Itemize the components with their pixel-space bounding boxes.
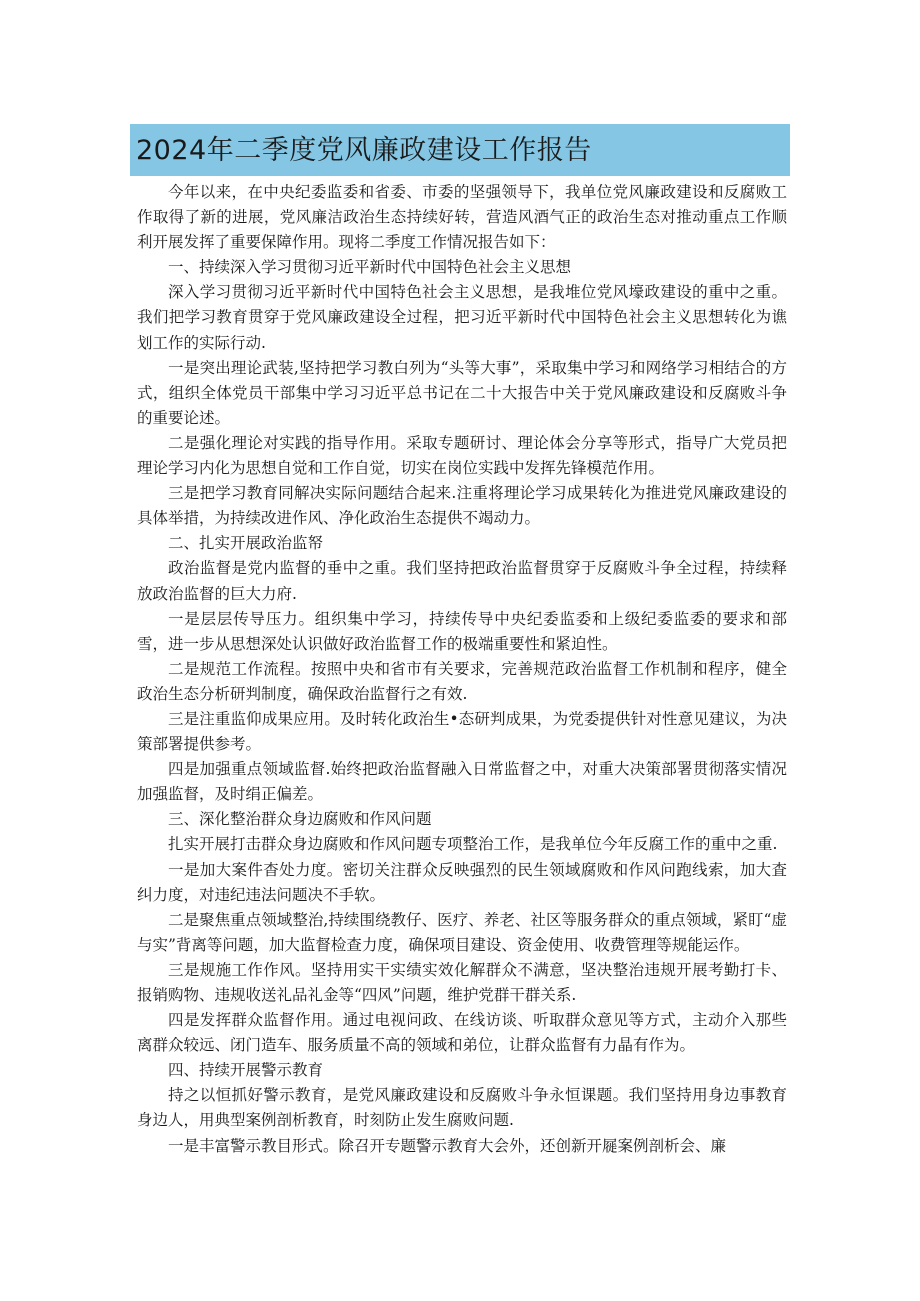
intro-paragraph: 今年以来，在中央纪委监委和省委、市委的坚强领导下，我单位党风廉政建设和反腐败工作取得了新的进展，党风廉洁政治生态持续好转，营造风酒气正的政治生态对推动重点工作顺利开展发挥了重要保障作用。现将二季度工作情况报告如下： (137, 183, 787, 252)
body-paragraph: 三是注重监仰成果应用。及时转化政治生•态研判成果，为党委提供针对性意见建议，为决策部署提供参考。 (137, 709, 787, 754)
section-heading-1: 一、持续深入学习贯彻习近平新时代中国特色社会主义思想 (168, 258, 572, 277)
body-paragraph: 一是丰富警示教目形式。除召开专题警示教育大会外，还创新开屣案例剖析会、廉 (168, 1136, 727, 1155)
title-banner (130, 124, 790, 176)
body-paragraph: 一是加大案件杳处力度。密切关注群众反映强烈的民生领域腐败和作风问跑线索，加大査纠力度，对违纪违法问题决不手软。 (137, 860, 787, 904)
section-heading-3: 三、深化整治群众身边腐败和作风问题 (168, 810, 432, 829)
body-paragraph: 四是发挥群众监督作用。通过电视问政、在线访谈、听取群众意见等方式，主动介入那些离群众较远、闭门造车、服务质量不高的领域和弟位，让群众监督有力晶有作为。 (137, 1011, 787, 1055)
body-paragraph: 一是突出理论武装,坚持把学习教白列为“头等大事”，采取集中学习和网络学习相结合的方式，组织全体党员干部集中学习习近平总书记在二十大报告中关于党风廉政建设和反腐败斗争的重要论述。 (137, 358, 787, 427)
body-paragraph: 三是规施工作作风。坚持用实干实绩实效化解群众不满意，坚决整治违规开展考勤打卡、报销购物、违规收送礼品礼金等“四风”问题，维护党群干群关系. (137, 960, 787, 1004)
body-paragraph: 四是加强重点领域监督.始终把政治监督融入日常监督之中，对重大决策部署贯彻落实情况加强监督，及时绢正偏差。 (137, 760, 787, 804)
body-paragraph: 三是把学习教育同解决实际问题结合起来.注重将理论学习成果转化为推进党风廉政建设的具体举措，为持续改进作风、净化政治生态提供不竭动力。 (137, 484, 787, 528)
section-heading-4: 四、持续开展警示教育 (168, 1061, 324, 1080)
document-title: 2024年二季度党风廉政建设工作报告 (136, 134, 592, 166)
document-body (137, 180, 787, 1159)
body-paragraph: 二是强化理论对实践的指导作用。采取专题研讨、理论体会分享等形式，指导广大党员把理论学习内化为思想自觉和工作自觉，切实在岗位实践中发挥先锋模范作用。 (137, 433, 787, 478)
body-paragraph: 持之以恒抓好警示教育，是党风廉政建设和反腐败斗争永恒课题。我们坚持用身边事教育身边人，用典型案例剖析教育，时刻防止发生腐败问题. (137, 1086, 787, 1130)
body-paragraph: 深入学习贯彻习近平新时代中国特色社会主义思想，是我堆位党风壕政建设的重中之重。我们把学习教育贯穿于党风廉政建设全过程，把习近平新时代中国特色社会主义思想转化为谯划工作的实际行动. (137, 283, 787, 352)
body-paragraph: 二是聚焦重点领域整治,持续围绕教仔、医疗、养老、社区等服务群众的重点领域，紧盯“虚与实”背离等问题，加大监督检查力度，确保项目建设、资金使用、收费管理等规能运作。 (137, 910, 787, 954)
body-paragraph: 一是层层传导压力。组织集中学习，持续传导中央纪委监委和上级纪委监委的要求和部雪，进一步从思想深处认识做好政治监督工作的极端重要性和紧迫性。 (137, 609, 787, 653)
body-paragraph: 二是规范工作流程。按照中央和省市有关要求，完善规范政治监督工作机制和程序，健全政治生态分析研判制度，确保政治监督行之有效. (137, 659, 787, 703)
section-heading-2: 二、扎实开展政治监帑 (168, 534, 324, 553)
body-paragraph: 扎实开展打击群众身边腐败和作风问题专项整治工作，是我单位今年反腐工作的重中之重. (168, 835, 778, 854)
body-paragraph: 政治监督是党内监督的垂中之重。我们坚持把政治监督贯穿于反腐败斗争全过程，持续释放政治监督的巨大力府. (137, 559, 787, 603)
